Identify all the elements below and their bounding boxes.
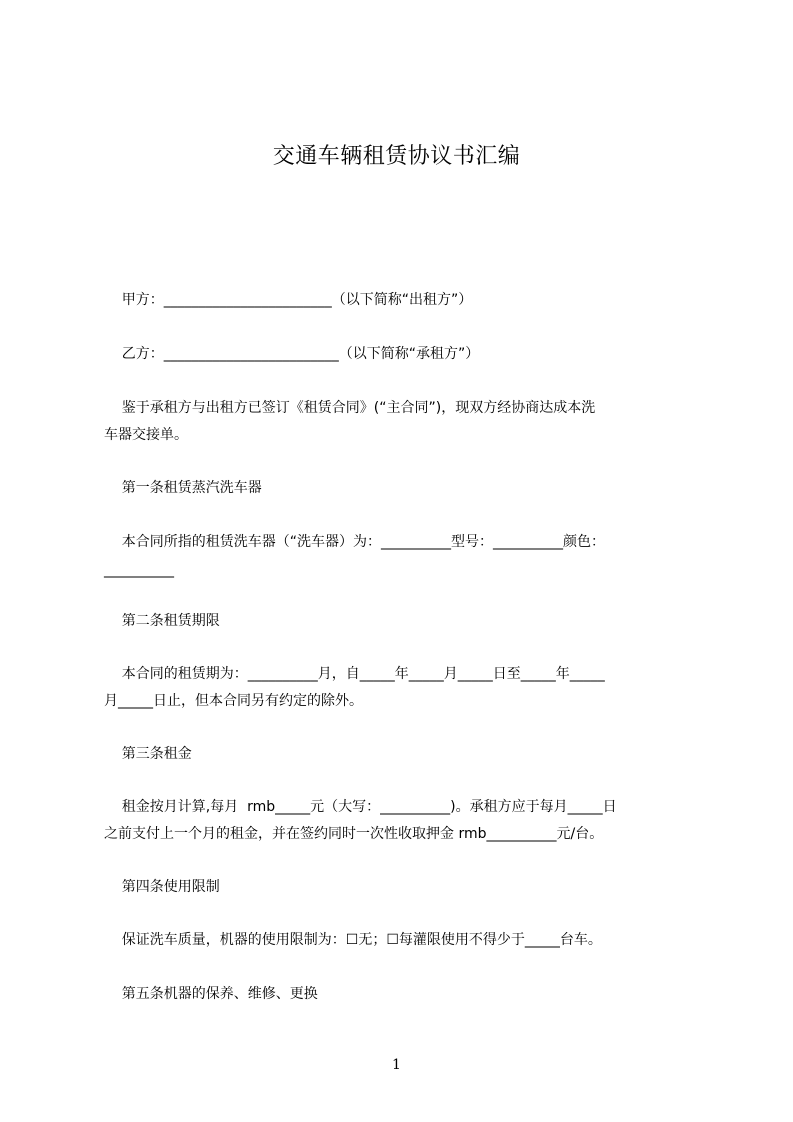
article-3-heading: 第三条租金	[104, 746, 192, 762]
article-3-line-2: 之前支付上一个月的租金，并在签约同时一次性收取押金 rmb__________元/台。	[104, 826, 604, 842]
article-4-line-1: 保证洗车质量，机器的使用限制为：☐无；☐每灌限使用不得少于_____台车。	[104, 932, 602, 948]
article-3-line-1: 租金按月计算,每月 rmb_____元（大写：__________)。承租方应于每月_____日	[104, 799, 617, 815]
article-1-heading: 第一条租赁蒸汽洗车器	[104, 480, 262, 496]
article-1-line-2: __________	[104, 562, 174, 578]
page-title: 交通车辆租赁协议书汇编	[272, 144, 521, 169]
article-4-heading: 第四条使用限制	[104, 879, 220, 895]
article-1-line-1: 本合同所指的租赁洗车器（“洗车器）为：__________型号：__________颜色：	[104, 534, 606, 550]
intro-line-2: 车器交接单。	[104, 427, 188, 443]
article-2-line-2: 月_____日止，但本合同另有约定的除外。	[104, 693, 363, 709]
article-5-heading: 第五条机器的保养、维修、更换	[104, 986, 318, 1002]
party-b-line: 乙方：_________________________（以下简称“承租方”）	[104, 346, 480, 362]
article-2-heading: 第二条租赁期限	[104, 613, 220, 629]
article-2-line-1: 本合同的租赁期为：__________月，自_____年_____月_____日至_____年_____	[104, 666, 605, 682]
intro-line-1: 鉴于承租方与出租方已签订《租赁合同》(“主合同”)，现双方经协商达成本洗	[104, 400, 596, 416]
party-a-line: 甲方：________________________（以下简称“出租方”）	[104, 292, 473, 308]
page-number: 1	[392, 1057, 401, 1073]
